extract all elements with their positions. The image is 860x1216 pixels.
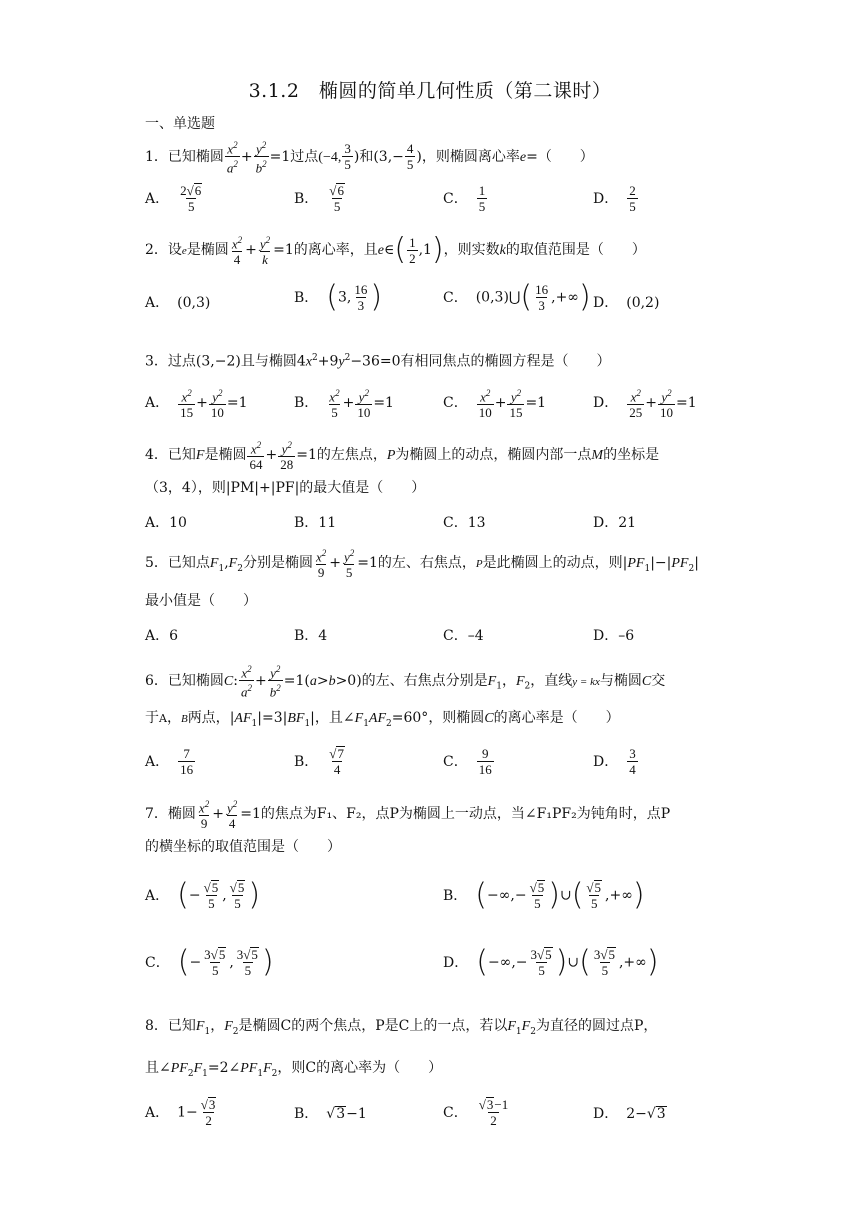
question-text: 有相同焦点的椭圆方程是（ ） (400, 353, 611, 370)
question-number: 8． (145, 1018, 168, 1034)
question-text: 为直径的圆过点P， (535, 1018, 658, 1034)
question-text: 已知椭圆 (167, 672, 224, 689)
question-number: 3． (145, 353, 168, 370)
question-text: 与椭圆 (599, 672, 642, 689)
question-8: 8．已知$F_1$，$F_2$是椭圆C的两个焦点，P是C上的一点，若以$F_1F_2$为直径的圆过点P， (145, 1018, 658, 1037)
question-text: 的焦点为F₁、F₂，点P为椭圆上一动点，当∠F₁PF₂为钝角时，点P (260, 806, 671, 823)
question-1: 1．已知椭圆 $\frac{x^2}{a^2}$ + $\frac{y^2}{b^2}$ =1过点(−4, $\frac{3}{5}$ )和(3,− $\frac{4}{5}$ )，则椭圆离心率e=（ ） (145, 140, 594, 176)
option-c: C．13 (443, 515, 486, 531)
question-text: 的左、右焦点分别是 (361, 672, 488, 689)
option-a: A． $\frac{7}{16}$ (145, 746, 194, 777)
question-text: 过点 (290, 148, 319, 165)
option-c: C． $\frac{√3-1}{2}$ (443, 1097, 509, 1128)
option-a: A． 1− $\frac{√3}{2}$ (145, 1097, 216, 1128)
question-7-line2: 的横坐标的取值范围是（ ） (145, 839, 341, 855)
question-text: 分别是椭圆 (242, 555, 313, 572)
question-text: ，直线 (530, 672, 573, 689)
question-text: 的左、右焦点， (377, 555, 476, 572)
option-b: B． (3, $\frac{16}{3}$ ) (294, 279, 383, 315)
question-text: 已知 (167, 1018, 196, 1034)
question-text: 交 (651, 672, 666, 689)
question-text: （ ） (537, 148, 594, 165)
option-b: B．11 (294, 515, 337, 531)
question-text: 已知 (167, 447, 196, 464)
option-c: C． $\frac{x^2}{10}$ + $\frac{y^2}{15}$ =1 (443, 388, 547, 421)
question-5-line2: 最小值是（ ） (145, 593, 257, 609)
question-number: 7． (145, 806, 168, 823)
page-title: 3.1.2 椭圆的简单几何性质（第二课时） (248, 80, 612, 102)
option-b: B． $\frac{√7}{4}$ (294, 746, 344, 777)
question-text: 是椭圆C的两个焦点，P是C上的一点，若以 (238, 1018, 508, 1034)
option-b: B． √3−1 (294, 1106, 367, 1122)
question-text: 已知点 (167, 555, 210, 572)
option-a: A． (− $\frac{√5}{5}$ , $\frac{√5}{5}$ ) (145, 877, 261, 913)
question-number: 4． (145, 447, 168, 464)
question-text: ，则实数 (443, 242, 500, 259)
section-heading: 一、单选题 (145, 116, 215, 132)
question-text: 椭圆 (167, 806, 196, 823)
option-b: B．4 (294, 628, 328, 644)
option-d: D．–6 (593, 628, 635, 644)
question-number: 6． (145, 672, 168, 689)
option-d: D． $\frac{2}{5}$ (593, 183, 636, 214)
option-c: C． $\frac{9}{16}$ (443, 746, 492, 777)
option-b: B． $\frac{√6}{5}$ (294, 183, 344, 214)
question-text: 是椭圆 (186, 242, 229, 259)
question-text: 是此椭圆上的动点，则 (482, 555, 623, 572)
question-text: 为椭圆上的动点，椭圆内部一点 (395, 447, 592, 464)
option-d: D． (−∞,− $\frac{3√5}{5}$ )∪( $\frac{3√5}{5}$ ,+∞) (443, 944, 659, 980)
question-4: 4．已知F是椭圆 $\frac{x^2}{64}$ + $\frac{y^2}{28}$ =1的左焦点，P为椭圆上的动点，椭圆内部一点M的坐标是 (145, 440, 660, 473)
question-text: 过点 (167, 353, 196, 370)
option-d: D． (0,2) (593, 295, 660, 311)
option-a: A．10 (145, 515, 187, 531)
question-text: 的坐标是 (603, 447, 660, 464)
option-a: A． $\frac{x^2}{15}$ + $\frac{y^2}{10}$ =1 (145, 388, 248, 421)
option-c: C．–4 (443, 628, 484, 644)
option-c: C． (0,3)⋃( $\frac{16}{3}$ ,+∞) (443, 279, 591, 315)
question-text: 且与椭圆 (240, 353, 297, 370)
question-text: 是椭圆 (204, 447, 247, 464)
question-5: 5．已知点$F_1,F_2$分别是椭圆 $\frac{x^2}{9}$ + $\frac{y^2}{5}$ =1的左、右焦点，P是此椭圆上的动点，则$|PF_1|-|PF_2|$ (145, 548, 699, 581)
question-text: ，则椭圆离心率 (421, 148, 520, 165)
option-d: D． $\frac{3}{4}$ (593, 746, 636, 777)
question-number: 5． (145, 555, 168, 572)
option-c: C． (− $\frac{3√5}{5}$ , $\frac{3√5}{5}$ ) (145, 944, 274, 980)
question-number: 2． (145, 242, 168, 259)
question-7: 7．椭圆 $\frac{x^2}{9}$ + $\frac{y^2}{4}$ =1的焦点为F₁、F₂，点P为椭圆上一动点，当∠F₁PF₂为钝角时，点P (145, 799, 671, 832)
question-text: 的取值范围是（ ） (505, 242, 646, 259)
question-8-line2: 且$\angle PF_2F_1=2\angle PF_1F_2$，则C的离心率为（ ） (145, 1060, 443, 1079)
question-number: 1． (145, 148, 168, 165)
question-2: 2．设e是椭圆 $\frac{x^2}{4}$ + $\frac{y^2}{k}$ =1的离心率，且e∈( $\frac{1}{2}$ ,1)，则实数k的取值范围是（ ） (145, 232, 646, 268)
option-a: A．6 (145, 628, 179, 644)
option-d: D． $\frac{x^2}{25}$ + $\frac{y^2}{10}$ =1 (593, 388, 697, 421)
option-a: A． (0,3) (145, 295, 211, 311)
question-text: 的左焦点， (316, 447, 387, 464)
question-text: 和 (359, 148, 374, 165)
option-c: C． $\frac{1}{5}$ (443, 183, 486, 214)
option-d: D． 2−√3 (593, 1106, 666, 1122)
option-b: B． (−∞,− $\frac{√5}{5}$ )∪( $\frac{√5}{5}$ ,+∞) (443, 877, 645, 913)
question-3: 3．过点(3,−2)且与椭圆$4x^2+9y^2-36=0$有相同焦点的椭圆方程是（ ） (145, 353, 611, 370)
option-d: D．21 (593, 515, 637, 531)
question-text: 设 (167, 242, 182, 259)
question-4-line2: （3，4），则|PM|+|PF|的最大值是（ ） (145, 480, 426, 496)
option-b: B． $\frac{x^2}{5}$ + $\frac{y^2}{10}$ =1 (294, 388, 394, 421)
question-text: 的离心率，且 (293, 242, 378, 259)
question-6: 6．已知椭圆C: $\frac{x^2}{a^2}$ + $\frac{y^2}{b^2}$ =1(a>b>0)的左、右焦点分别是$F_1$，$F_2$，直线y = kx与椭圆C交 (145, 664, 666, 700)
question-text: 已知椭圆 (167, 148, 224, 165)
option-a: A． $\frac{2√6}{5}$ (145, 183, 202, 214)
question-6-line2: 于A，B两点，$|AF_1|=3|BF_1|$，且$\angle F_1AF_2=60^\circ$，则椭圆C的离心率是（ ） (145, 710, 620, 729)
